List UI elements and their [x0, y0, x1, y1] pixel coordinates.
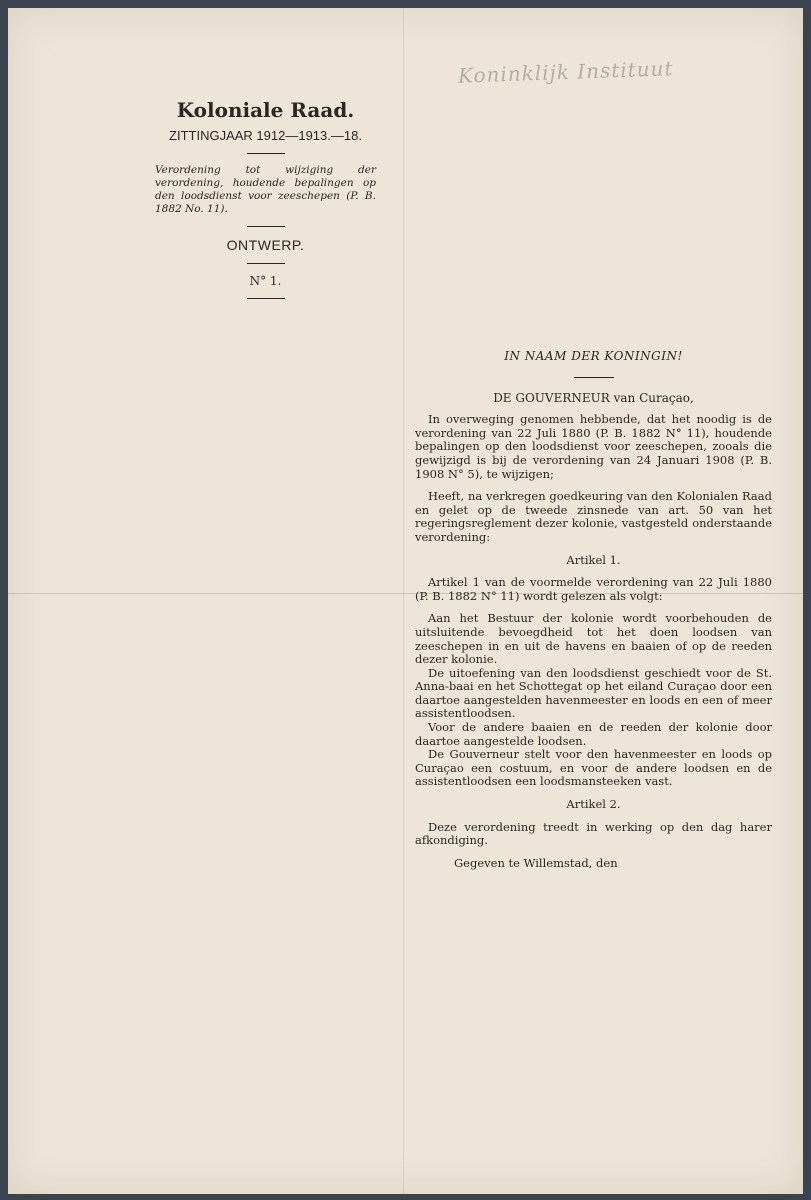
- handwritten-annotation: Koninklijk Instituut: [457, 56, 674, 88]
- divider: [247, 298, 285, 299]
- document-number: N° 1.: [249, 274, 282, 288]
- article-1-clause: Aan het Bestuur der kolonie wordt voorbehouden de uitsluitende bevoegdheid tot het doen loodsen van zeeschepen in en uit de havens en baaien of op de reeden dezer kolonie.: [415, 611, 772, 667]
- article-1-clause: De uitoefening van den loodsdienst geschiedt voor de St. Anna-baai en het Schottegat op het eiland Curaçao door een daartoe aangestelden havenmeester en loods en een of meer assistentloodsen.: [415, 665, 772, 721]
- session-year: ZITTINGJAAR 1912—1913.—18.: [169, 128, 362, 143]
- article-1-intro: Artikel 1 van de voormelde verordening van 22 Juli 1880 (P. B. 1882 N° 11) wordt gelezen als volgt:: [415, 575, 772, 603]
- article-1-clause: De Gouverneur stelt voor den havenmeester en loods op Curaçao een costuum, en voor de andere loodsen en de assistentloodsen een loodsmansteeken vast.: [415, 747, 772, 789]
- divider: [247, 226, 285, 227]
- divider: [247, 153, 285, 154]
- document-header: [153, 98, 378, 309]
- ordinance-body: [415, 350, 772, 870]
- council-title: Koloniale Raad.: [176, 98, 355, 122]
- draft-label: ONTWERP.: [226, 237, 305, 253]
- document-page: [8, 8, 803, 1194]
- ordinance-subject: Verordening tot wijziging der verordening, houdende bepalingen op den loodsdienst voor zeeschepen (P. B. 1882 No. 11).: [155, 164, 376, 215]
- article-1-heading: Artikel 1.: [566, 552, 621, 567]
- fold-line-vertical: [403, 8, 404, 1194]
- preamble-paragraph: In overweging genomen hebbende, dat het noodig is de verordening van 22 Juli 1880 (P. B. 1882 N° 11), houdende bepalingen op den loodsdienst voor zeeschepen, zooals die gewijzigd is bij de verordening van 24 Januari 1908 (P. B. 1908 N° 5), te wijzigen;: [415, 412, 772, 481]
- article-2-heading: Artikel 2.: [566, 797, 621, 812]
- enactment-paragraph: Heeft, na verkregen goedkeuring van den Kolonialen Raad en gelet op de tweede zinsnede van art. 50 van het regeringsreglement dezer kolonie, vastgesteld onderstaande verordening:: [415, 489, 772, 544]
- article-1-clause: Voor de andere baaien en de reeden der kolonie door daartoe aangestelde loodsen.: [415, 720, 772, 748]
- royal-heading: IN NAAM DER KONINGIN!: [504, 349, 683, 363]
- divider: [574, 377, 614, 378]
- divider: [247, 263, 285, 264]
- article-1-text: [415, 612, 772, 789]
- addressee: DE GOUVERNEUR van Curaçao,: [493, 390, 694, 405]
- closing-line: Gegeven te Willemstad, den: [454, 855, 618, 870]
- article-2-text: Deze verordening treedt in werking op den dag harer afkondiging.: [415, 819, 772, 848]
